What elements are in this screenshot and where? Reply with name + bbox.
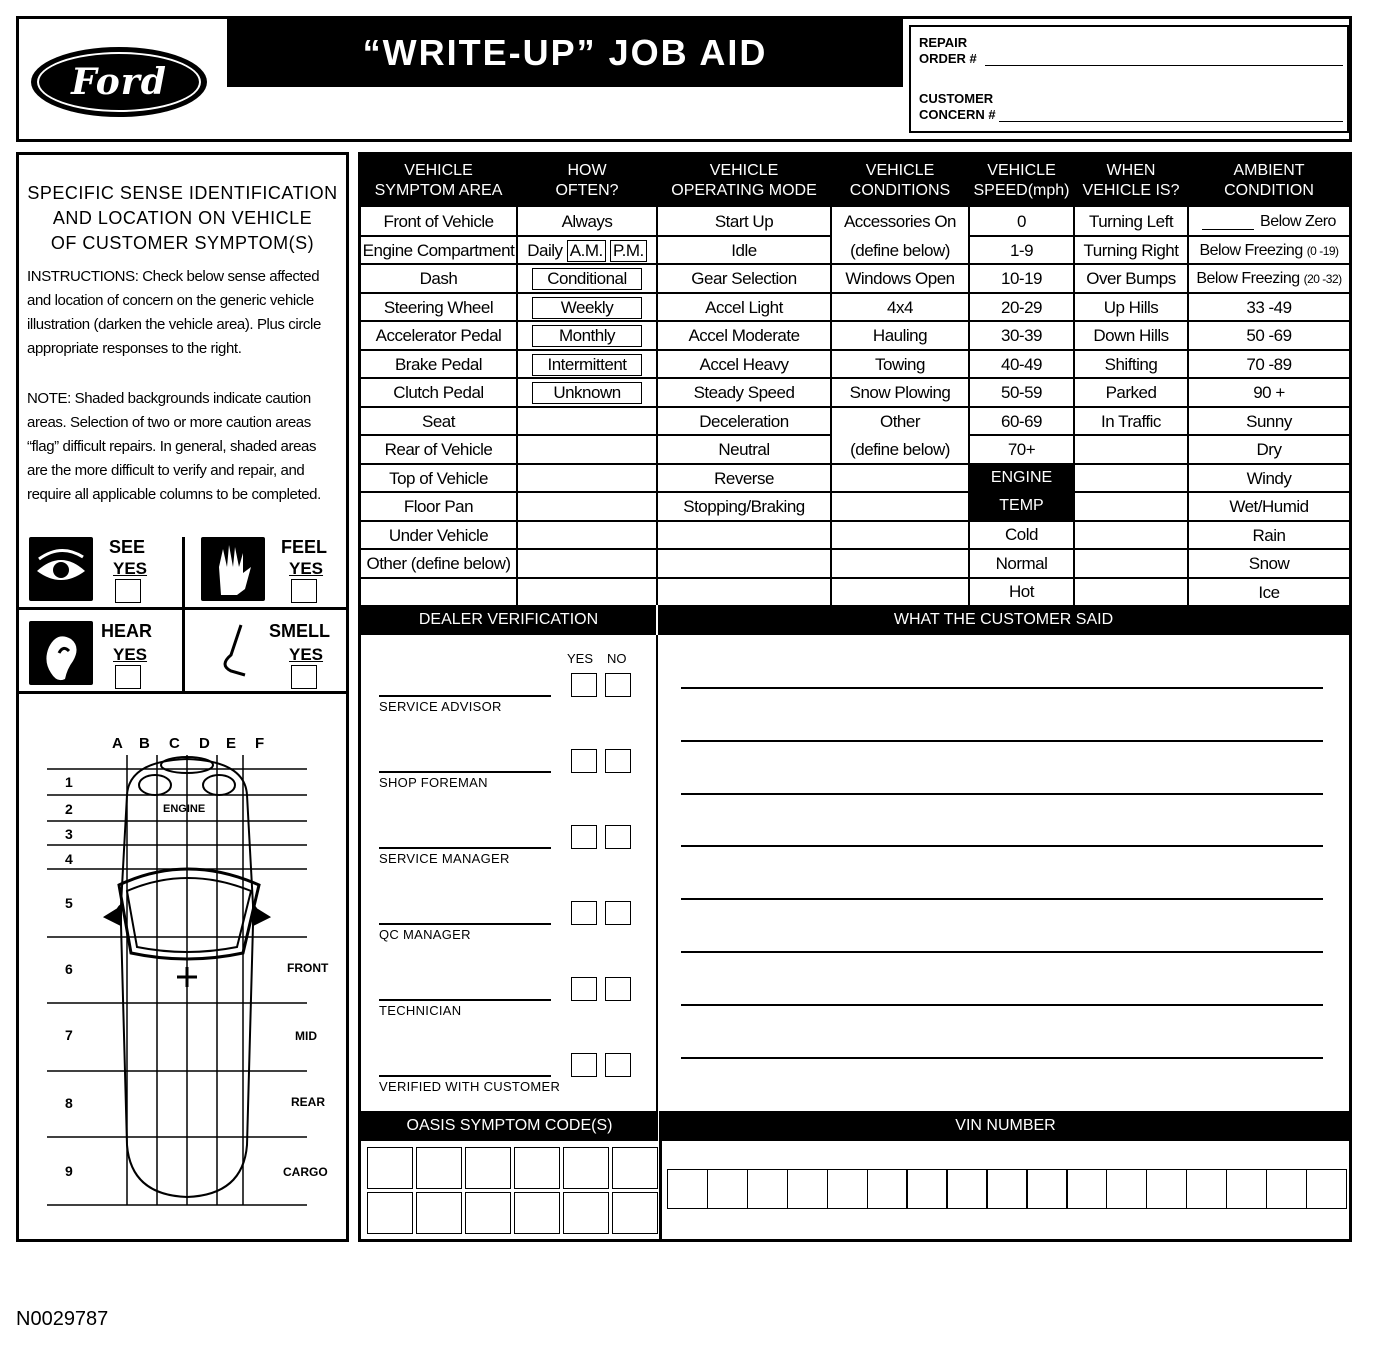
condition-option[interactable]: Windows Open bbox=[845, 269, 955, 288]
vin-char-box[interactable] bbox=[1106, 1169, 1147, 1209]
vin-grid bbox=[667, 1169, 1347, 1209]
vin-char-box[interactable] bbox=[827, 1169, 868, 1209]
grid-col-a: A bbox=[112, 735, 123, 752]
divider bbox=[19, 691, 346, 694]
condition-option[interactable]: Towing bbox=[875, 354, 925, 374]
oasis-code-box[interactable] bbox=[465, 1147, 511, 1189]
smell-label: SMELL bbox=[269, 621, 330, 641]
am-option[interactable]: A.M. bbox=[567, 240, 606, 262]
role-label: VERIFIED WITH CUSTOMER bbox=[379, 1079, 561, 1094]
speed-option[interactable]: 60-69 bbox=[1001, 411, 1042, 431]
header-how-often: HOW OFTEN? bbox=[518, 155, 656, 207]
speed-option[interactable]: 10-19 bbox=[1001, 269, 1042, 288]
vin-char-box[interactable] bbox=[986, 1169, 1027, 1209]
service-manager-no[interactable] bbox=[605, 825, 631, 849]
temp-option[interactable]: Normal bbox=[995, 553, 1048, 573]
signature-line bbox=[379, 847, 551, 849]
oasis-code-box[interactable] bbox=[612, 1147, 658, 1189]
operating-mode-option[interactable]: Idle bbox=[731, 240, 757, 260]
col-divider bbox=[659, 1111, 662, 1239]
nose-icon bbox=[201, 621, 265, 685]
grid-col-f: F bbox=[255, 735, 265, 752]
ambient-option[interactable]: Rain bbox=[1252, 525, 1286, 545]
speed-option[interactable]: 30-39 bbox=[1001, 326, 1042, 345]
technician-no[interactable] bbox=[605, 977, 631, 1001]
grid-row-2: 2 bbox=[65, 801, 73, 817]
grid-col-b: B bbox=[139, 735, 150, 752]
role-label: SERVICE MANAGER bbox=[379, 851, 510, 866]
header-operating-mode: VEHICLE OPERATING MODE bbox=[658, 155, 830, 207]
customer-said-header: WHAT THE CUSTOMER SAID bbox=[658, 605, 1349, 635]
grid-row-7: 7 bbox=[65, 1027, 73, 1043]
sense-panel bbox=[16, 152, 349, 1242]
customer-said-line[interactable] bbox=[681, 898, 1323, 900]
zone-cargo: CARGO bbox=[283, 1165, 328, 1179]
no-column-label: NO bbox=[607, 651, 627, 666]
symptom-area-option[interactable]: Other (define below) bbox=[366, 554, 511, 573]
zone-front: FRONT bbox=[287, 961, 329, 975]
symptom-area-option[interactable]: Brake Pedal bbox=[394, 354, 483, 374]
condition-note: (define below) bbox=[850, 240, 950, 260]
ambient-below-zero[interactable]: Below Zero bbox=[1189, 208, 1349, 236]
shop-foreman-no[interactable] bbox=[605, 749, 631, 773]
repair-label: REPAIR ORDER # bbox=[919, 35, 977, 66]
speed-option[interactable]: 50-59 bbox=[1001, 383, 1042, 402]
grid-row-3: 3 bbox=[65, 826, 73, 842]
customer-said-line[interactable] bbox=[681, 1057, 1323, 1059]
operating-mode-option[interactable]: Neutral bbox=[718, 440, 770, 459]
grid-col-c: C bbox=[169, 735, 180, 752]
when-option[interactable]: In Traffic bbox=[1101, 411, 1161, 431]
oasis-code-box[interactable] bbox=[514, 1147, 560, 1189]
temp-option[interactable]: Hot bbox=[1009, 582, 1034, 601]
how-often-option[interactable]: Weekly bbox=[532, 297, 642, 319]
header-symptom-area: VEHICLE SYMPTOM AREA bbox=[361, 155, 516, 207]
symptom-area-option[interactable]: Floor Pan bbox=[403, 497, 474, 516]
oasis-code-box[interactable] bbox=[367, 1147, 413, 1189]
symptom-area-column bbox=[361, 207, 516, 578]
oasis-code-box[interactable] bbox=[416, 1192, 462, 1234]
ambient-option[interactable]: Below Freezing (0 -19) bbox=[1199, 241, 1339, 259]
dealer-verification-header: DEALER VERIFICATION bbox=[361, 605, 656, 635]
conditions-column bbox=[832, 207, 968, 464]
vin-char-box[interactable] bbox=[747, 1169, 788, 1209]
oasis-code-box[interactable] bbox=[563, 1192, 609, 1234]
header-ambient: AMBIENT CONDITION bbox=[1189, 155, 1349, 207]
oasis-code-box[interactable] bbox=[367, 1192, 413, 1234]
cell-merge bbox=[832, 433, 968, 437]
see-yes-label: YES bbox=[113, 559, 148, 578]
grid-col-e: E bbox=[226, 735, 237, 752]
service-advisor-no[interactable] bbox=[605, 673, 631, 697]
condition-option[interactable]: Snow Plowing bbox=[849, 383, 951, 402]
when-option[interactable]: Down Hills bbox=[1093, 326, 1169, 345]
operating-mode-option[interactable]: Accel Heavy bbox=[699, 354, 789, 374]
hear-yes-label: YES bbox=[113, 645, 148, 664]
symptom-area-option[interactable]: Front of Vehicle bbox=[383, 212, 494, 231]
signature-line bbox=[379, 1075, 551, 1077]
when-option[interactable]: Parked bbox=[1105, 383, 1157, 402]
symptom-area-option[interactable]: Seat bbox=[422, 411, 455, 431]
header-when: WHEN VEHICLE IS? bbox=[1075, 155, 1187, 207]
role-label: QC MANAGER bbox=[379, 927, 471, 942]
vin-char-box[interactable] bbox=[1146, 1169, 1187, 1209]
symptom-area-option[interactable]: Top of Vehicle bbox=[389, 468, 488, 488]
vin-char-box[interactable] bbox=[946, 1169, 987, 1209]
form-header bbox=[16, 16, 1352, 142]
when-option[interactable]: Shifting bbox=[1104, 354, 1158, 374]
operating-mode-option[interactable]: Accel Moderate bbox=[688, 326, 800, 345]
ambient-option[interactable]: 33 -49 bbox=[1246, 297, 1292, 317]
vin-header: VIN NUMBER bbox=[662, 1111, 1349, 1141]
when-option[interactable]: Turning Right bbox=[1083, 240, 1179, 260]
col-divider bbox=[656, 635, 658, 1111]
operating-mode-option[interactable]: Gear Selection bbox=[691, 269, 797, 288]
when-option[interactable]: Turning Left bbox=[1088, 212, 1174, 231]
see-checkbox[interactable] bbox=[115, 579, 141, 603]
how-often-daily[interactable]: Daily A.M. P.M. bbox=[518, 237, 656, 265]
ambient-option[interactable]: Wet/Humid bbox=[1229, 497, 1309, 516]
condition-option[interactable]: Other bbox=[879, 411, 921, 431]
instructions-text: INSTRUCTIONS: Check below sense affected and location of concern on the generic vehicle illustration (darken the vehicle area). Plus circle appropriate responses to the right. bbox=[27, 268, 321, 357]
smell-checkbox[interactable] bbox=[291, 665, 317, 689]
vin-char-box[interactable] bbox=[667, 1169, 708, 1209]
ambient-column bbox=[1189, 207, 1349, 607]
logo-text: Ford bbox=[71, 61, 167, 103]
repair-order-box bbox=[909, 25, 1349, 133]
header-speed: VEHICLE SPEED(mph) bbox=[970, 155, 1073, 207]
grid-row-6: 6 bbox=[65, 961, 73, 977]
speed-option[interactable]: 1-9 bbox=[1009, 240, 1034, 260]
feel-checkbox[interactable] bbox=[291, 579, 317, 603]
cell-merge bbox=[832, 234, 968, 238]
customer-said-line[interactable] bbox=[681, 740, 1323, 742]
operating-mode-option[interactable]: Steady Speed bbox=[693, 383, 795, 402]
symptom-area-option[interactable]: Dash bbox=[419, 269, 458, 288]
vin-char-box[interactable] bbox=[1186, 1169, 1227, 1209]
operating-mode-option[interactable]: Deceleration bbox=[699, 411, 789, 431]
document-code: N0029787 bbox=[16, 1308, 109, 1330]
service-advisor-yes[interactable] bbox=[571, 673, 597, 697]
customer-said-line[interactable] bbox=[681, 951, 1323, 953]
symptom-table bbox=[358, 152, 1352, 1242]
when-option[interactable]: Over Bumps bbox=[1086, 269, 1176, 288]
how-often-option[interactable]: Always bbox=[561, 212, 613, 231]
condition-option[interactable]: 4x4 bbox=[887, 297, 913, 317]
ambient-option[interactable]: Snow bbox=[1248, 554, 1290, 573]
engine-temp-header: ENGINE TEMP bbox=[970, 463, 1073, 520]
vin-char-box[interactable] bbox=[1066, 1169, 1107, 1209]
role-label: SERVICE ADVISOR bbox=[379, 699, 502, 714]
speed-option[interactable]: 0 bbox=[1017, 212, 1026, 231]
grid-row-5: 5 bbox=[65, 895, 73, 911]
how-often-option[interactable]: Monthly bbox=[532, 325, 642, 347]
verified-customer-yes[interactable] bbox=[571, 1053, 597, 1077]
ambient-option[interactable]: 50 -69 bbox=[1246, 326, 1292, 345]
signature-line bbox=[379, 695, 551, 697]
pm-option[interactable]: P.M. bbox=[610, 240, 647, 262]
role-label: SHOP FOREMAN bbox=[379, 775, 488, 790]
speed-option[interactable]: 70+ bbox=[1007, 440, 1036, 459]
customer-concern-field[interactable] bbox=[999, 121, 1343, 122]
signature-line bbox=[379, 923, 551, 925]
ambient-option[interactable]: Ice bbox=[1258, 582, 1280, 602]
ambient-option[interactable]: Windy bbox=[1246, 468, 1292, 488]
vin-char-box[interactable] bbox=[867, 1169, 908, 1209]
ambient-option[interactable]: Sunny bbox=[1246, 411, 1292, 431]
operating-mode-option[interactable]: Stopping/Braking bbox=[683, 497, 805, 516]
technician-yes[interactable] bbox=[571, 977, 597, 1001]
oasis-code-box[interactable] bbox=[465, 1192, 511, 1234]
customer-label: CUSTOMER CONCERN # bbox=[919, 91, 996, 122]
ambient-option[interactable]: Dry bbox=[1256, 440, 1282, 459]
vin-char-box[interactable] bbox=[1266, 1169, 1307, 1209]
vin-char-box[interactable] bbox=[906, 1169, 947, 1209]
oasis-code-grid bbox=[367, 1147, 657, 1233]
service-manager-yes[interactable] bbox=[571, 825, 597, 849]
customer-said-line[interactable] bbox=[681, 793, 1323, 795]
hand-icon bbox=[201, 537, 265, 601]
signature-line bbox=[379, 771, 551, 773]
divider bbox=[182, 537, 185, 693]
qc-manager-no[interactable] bbox=[605, 901, 631, 925]
yes-column-label: YES bbox=[567, 651, 594, 666]
header-conditions: VEHICLE CONDITIONS bbox=[832, 155, 968, 207]
vin-char-box[interactable] bbox=[1226, 1169, 1267, 1209]
form-title: “WRITE-UP” JOB AID bbox=[227, 19, 903, 87]
symptom-area-option[interactable]: Steering Wheel bbox=[383, 297, 494, 317]
engine-temp-column bbox=[970, 521, 1073, 606]
feel-yes-label: YES bbox=[289, 559, 324, 578]
customer-said-line[interactable] bbox=[681, 845, 1323, 847]
vin-char-box[interactable] bbox=[787, 1169, 828, 1209]
condition-option[interactable]: Accessories On bbox=[843, 212, 957, 231]
symptom-area-option[interactable]: Under Vehicle bbox=[388, 525, 489, 545]
oasis-code-box[interactable] bbox=[416, 1147, 462, 1189]
role-label: TECHNICIAN bbox=[379, 1003, 462, 1018]
grid-row-9: 9 bbox=[65, 1163, 73, 1179]
symptom-area-option[interactable]: Engine Compartment bbox=[362, 240, 515, 260]
grid-row-8: 8 bbox=[65, 1095, 73, 1111]
oasis-code-box[interactable] bbox=[612, 1192, 658, 1234]
condition-note: (define below) bbox=[850, 440, 950, 459]
when-column bbox=[1075, 207, 1187, 436]
how-often-option[interactable]: Conditional bbox=[532, 268, 642, 290]
operating-mode-option[interactable]: Reverse bbox=[714, 468, 774, 488]
feel-label: FEEL bbox=[281, 537, 328, 557]
zone-rear: REAR bbox=[291, 1095, 326, 1109]
vin-char-box[interactable] bbox=[1026, 1169, 1067, 1209]
how-often-option[interactable]: Intermittent bbox=[532, 354, 642, 376]
sense-title: SPECIFIC SENSE IDENTIFICATION AND LOCATION ON VEHICLE OF CUSTOMER SYMPTOM(S) bbox=[27, 183, 338, 253]
vin-char-box[interactable] bbox=[1306, 1169, 1347, 1209]
temp-option[interactable]: Cold bbox=[1005, 525, 1038, 544]
ambient-option[interactable]: 90 + bbox=[1253, 383, 1285, 402]
how-often-option[interactable]: Unknown bbox=[532, 382, 642, 404]
qc-manager-yes[interactable] bbox=[571, 901, 597, 925]
oasis-code-box[interactable] bbox=[563, 1147, 609, 1189]
speed-option[interactable]: 40-49 bbox=[1001, 354, 1042, 374]
customer-said-line[interactable] bbox=[681, 687, 1323, 689]
condition-option[interactable]: Hauling bbox=[872, 326, 928, 345]
ambient-option[interactable]: 70 -89 bbox=[1246, 354, 1292, 374]
zone-mid: MID bbox=[295, 1029, 317, 1043]
when-option[interactable]: Up Hills bbox=[1103, 297, 1159, 317]
symptom-area-option[interactable]: Clutch Pedal bbox=[393, 383, 484, 402]
hear-label: HEAR bbox=[101, 621, 153, 641]
ambient-option[interactable]: Below Freezing (20 -32) bbox=[1196, 270, 1342, 287]
oasis-code-box[interactable] bbox=[514, 1192, 560, 1234]
ford-logo bbox=[31, 47, 207, 117]
engine-label: ENGINE bbox=[163, 803, 206, 815]
operating-mode-option[interactable]: Accel Light bbox=[705, 297, 783, 317]
vin-char-box[interactable] bbox=[707, 1169, 748, 1209]
how-often-column bbox=[518, 207, 656, 407]
symptom-area-option[interactable]: Accelerator Pedal bbox=[375, 326, 502, 345]
grid-row-1: 1 bbox=[65, 774, 73, 790]
grid-col-d: D bbox=[199, 735, 210, 752]
shop-foreman-yes[interactable] bbox=[571, 749, 597, 773]
operating-mode-column bbox=[658, 207, 830, 521]
speed-column bbox=[970, 207, 1073, 464]
customer-said-line[interactable] bbox=[681, 1004, 1323, 1006]
see-label: SEE bbox=[109, 537, 146, 557]
speed-option[interactable]: 20-29 bbox=[1001, 297, 1042, 317]
hear-checkbox[interactable] bbox=[115, 665, 141, 689]
oasis-header: OASIS SYMPTOM CODE(S) bbox=[361, 1111, 658, 1141]
symptom-area-option[interactable]: Rear of Vehicle bbox=[384, 440, 493, 459]
note-text: NOTE: Shaded backgrounds indicate caution areas. Selection of two or more caution areas “flag” difficult repairs. In general, shaded areas are the more difficult to verify and repair, and require all applicable columns to be completed. bbox=[27, 390, 321, 503]
verified-customer-no[interactable] bbox=[605, 1053, 631, 1077]
operating-mode-option[interactable]: Start Up bbox=[714, 212, 774, 231]
eye-icon bbox=[29, 537, 93, 601]
grid-row-4: 4 bbox=[65, 851, 73, 867]
ear-icon bbox=[29, 621, 93, 685]
smell-yes-label: YES bbox=[289, 645, 324, 664]
repair-order-field[interactable] bbox=[985, 65, 1343, 66]
signature-line bbox=[379, 999, 551, 1001]
